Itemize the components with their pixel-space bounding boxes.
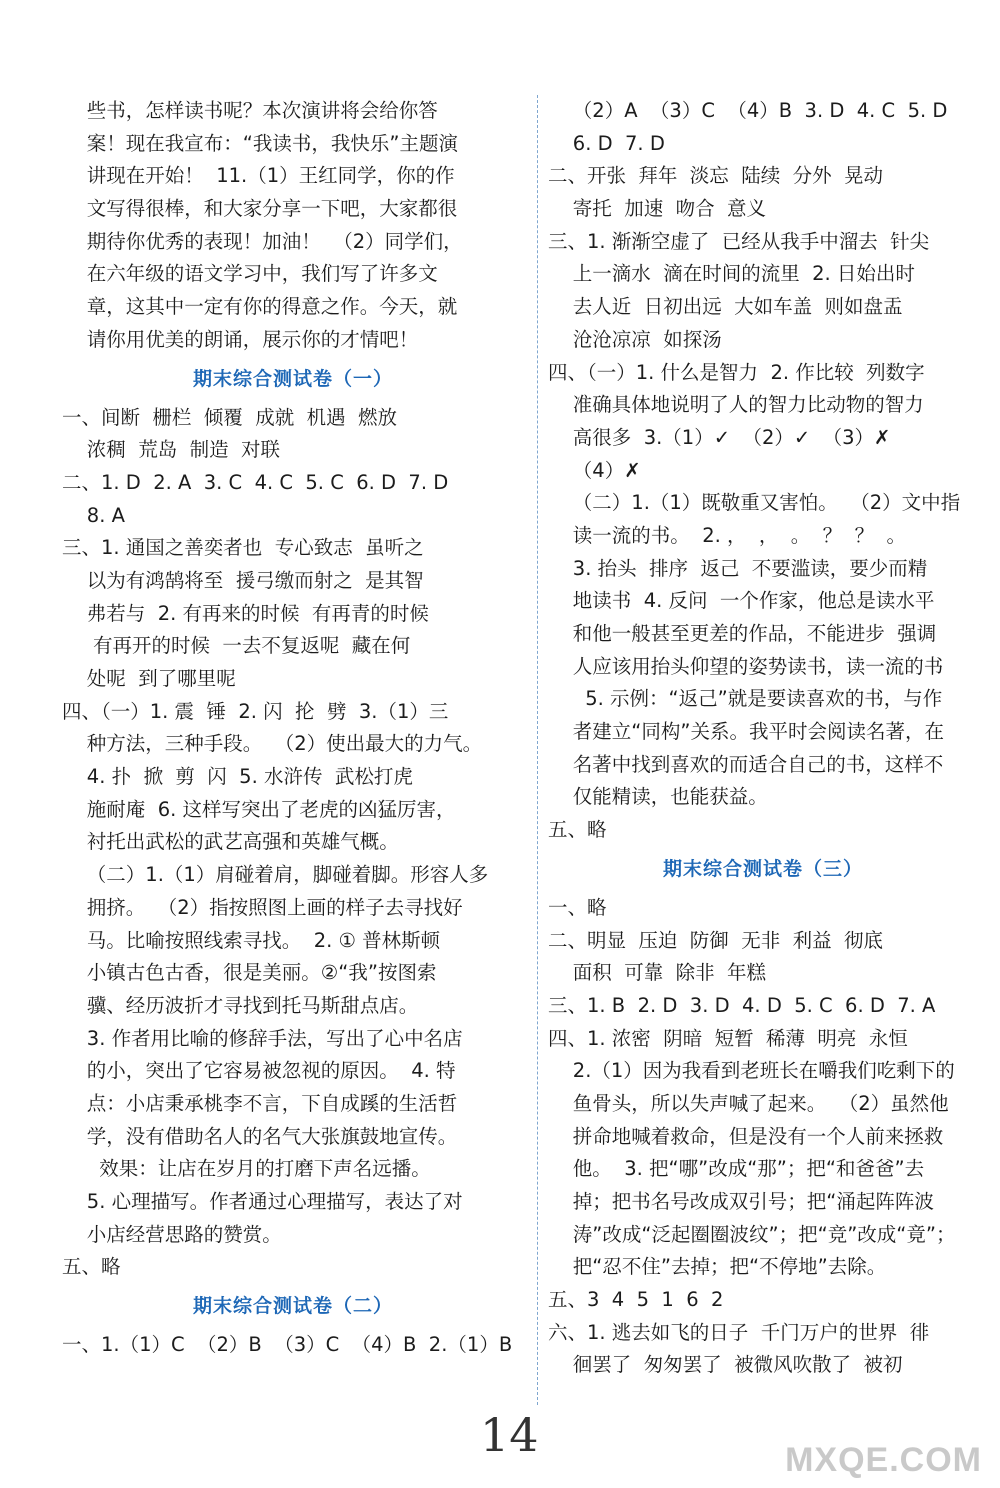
answer-line: 寄托 加速 吻合 意义 bbox=[548, 197, 766, 221]
section-heading: 期末综合测试卷（二） bbox=[192, 1295, 393, 1318]
answer-line: （4）✗ bbox=[548, 458, 641, 482]
answer-line: 骥、经历波折才寻找到托马斯甜点店。 bbox=[62, 993, 419, 1017]
left-column bbox=[62, 95, 524, 1362]
right-column bbox=[548, 95, 978, 1382]
answer-line: 和他一般甚至更差的作品，不能进步 强调 bbox=[548, 622, 937, 645]
answer-line: 五、略 bbox=[62, 1255, 121, 1279]
section-heading: 期末综合测试卷（三） bbox=[662, 857, 863, 880]
answer-line: 8. A bbox=[62, 503, 125, 527]
answer-line: 3. 抬头 排序 返己 不要滥读，要少而精 bbox=[548, 556, 928, 580]
column-divider bbox=[537, 95, 538, 1405]
answer-line: 处呢 到了哪里呢 bbox=[62, 667, 236, 690]
answer-line: 小镇古色古香，很是美丽。②“我”按图索 bbox=[62, 961, 437, 985]
answer-line: 拥挤。 （2）指按照图上画的样子去寻找好 bbox=[62, 895, 463, 919]
answer-line: 四、1. 浓密 阴暗 短暂 稀薄 明亮 永恒 bbox=[548, 1026, 908, 1050]
answer-line: 5. 示例：“返己”就是要读喜欢的书，与作 bbox=[548, 687, 943, 711]
answer-line: 五、3 4 5 1 6 2 bbox=[548, 1288, 724, 1312]
answer-line: 三、1. B 2. D 3. D 4. D 5. C 6. D 7. A bbox=[548, 993, 936, 1017]
answer-line: （二）1.（1）肩碰着肩，脚碰着脚。形容人多 bbox=[62, 863, 489, 887]
answer-line: 徊罢了 匆匆罢了 被微风吹散了 被初 bbox=[548, 1353, 903, 1377]
answer-line: 4. 扑 掀 剪 闪 5. 水浒传 武松打虎 bbox=[62, 765, 413, 789]
answer-line: 去人近 日初出远 大如车盖 则如盘盂 bbox=[548, 295, 903, 319]
answer-line: 期待你优秀的表现！加油！ （2）同学们， bbox=[62, 229, 463, 253]
answer-line: 人应该用抬头仰望的姿势读书，读一流的书 bbox=[548, 654, 944, 678]
answer-line: 种方法，三种手段。 （2）使出最大的力气。 bbox=[62, 732, 483, 756]
answer-line: 浓稠 荒岛 制造 对联 bbox=[62, 438, 280, 462]
answer-line: 弗若与 2. 有再来的时候 有再青的时候 bbox=[62, 601, 429, 625]
answer-line: 鱼骨头，所以失声喊了起来。 （2）虽然他 bbox=[548, 1091, 949, 1115]
answer-line: 以为有鸿鹄将至 援弓缴而射之 是其智 bbox=[62, 568, 424, 592]
answer-line: 地读书 4. 反问 一个作家，他总是读水平 bbox=[548, 589, 935, 613]
answer-line: 二、1. D 2. A 3. C 4. C 5. C 6. D 7. D bbox=[62, 470, 449, 494]
answer-line: 五、略 bbox=[548, 818, 607, 842]
answer-line: 在六年级的语文学习中，我们写了许多文 bbox=[62, 262, 438, 286]
answer-line: 小店经营思路的赞赏。 bbox=[62, 1222, 282, 1246]
answer-line: 2.（1）因为我看到老班长在嚼我们吃剩下的 bbox=[548, 1059, 955, 1083]
answer-line: 6. D 7. D bbox=[548, 131, 665, 155]
answer-line: 把“忍不住”去掉；把“不停地”去除。 bbox=[548, 1255, 887, 1279]
answer-line: 上一滴水 滴在时间的流里 2. 日始出时 bbox=[548, 262, 915, 286]
answer-line: 5. 心理描写。作者通过心理描写，表达了对 bbox=[62, 1190, 463, 1213]
answer-line: 一、略 bbox=[548, 895, 607, 919]
answer-line: 掉；把书名号改成双引号；把“涌起阵阵波 bbox=[548, 1190, 934, 1213]
answer-line: 效果：让店在岁月的打磨下声名远播。 bbox=[62, 1157, 431, 1181]
answer-line: 点：小店秉承桃李不言，下自成蹊的生活哲 bbox=[62, 1091, 458, 1115]
answer-line: 准确具体地说明了人的智力比动物的智力 bbox=[548, 393, 924, 417]
answer-line: 章，这其中一定有你的得意之作。今天，就 bbox=[62, 295, 458, 319]
answer-line: 3. 作者用比喻的修辞手法，写出了心中名店 bbox=[62, 1026, 463, 1050]
answer-line: 二、明显 压迫 防御 无非 利益 彻底 bbox=[548, 928, 883, 952]
answer-line: 二、开张 拜年 淡忘 陆续 分外 晃动 bbox=[548, 164, 883, 188]
answer-line: 涛”改成“泛起圈圈波纹”；把“竞”改成“竟”； bbox=[548, 1222, 956, 1246]
answer-line: 拼命地喊着救命，但是没有一个人前来拯救 bbox=[548, 1124, 944, 1148]
answer-line: 有再开的时候 一去不复返呢 藏在何 bbox=[62, 634, 411, 658]
answer-line: 三、1. 渐渐空虚了 已经从我手中溜去 针尖 bbox=[548, 229, 930, 253]
answer-line: 三、1. 通国之善奕者也 专心致志 虽听之 bbox=[62, 536, 424, 560]
answer-line: 马。比喻按照线索寻找。 2. ① 普林斯顿 bbox=[62, 928, 441, 952]
answer-line: 些书，怎样读书呢？本次演讲将会给你答 bbox=[62, 99, 438, 122]
answer-line: 高很多 3.（1）✓ （2）✓ （3）✗ bbox=[548, 425, 891, 449]
answer-line: 他。 3. 把“哪”改成“那”；把“和爸爸”去 bbox=[548, 1157, 925, 1181]
answer-line: 施耐庵 6. 这样写突出了老虎的凶猛厉害， bbox=[62, 797, 456, 821]
answer-line: （二）1.（1）既敬重又害怕。 （2）文中指 bbox=[548, 491, 961, 515]
answer-line: 请你用优美的朗诵，展示你的才情吧！ bbox=[62, 327, 419, 351]
answer-line: （2）A （3）C （4）B 3. D 4. C 5. D bbox=[548, 99, 948, 122]
answer-line: 者建立“同构”关系。我平时会阅读名著，在 bbox=[548, 720, 944, 744]
answer-line: 沧沧凉凉 如探汤 bbox=[548, 327, 722, 351]
answer-line: 仅能精读，也能获益。 bbox=[548, 785, 768, 809]
answer-line: 衬托出武松的武艺高强和英雄气概。 bbox=[62, 830, 399, 854]
answer-line: 案！现在我宣布：“我读书，我快乐”主题演 bbox=[62, 131, 458, 155]
answer-line: 文写得很棒，和大家分享一下吧，大家都很 bbox=[62, 197, 458, 221]
answer-line: 六、1. 逃去如飞的日子 千门万户的世界 徘 bbox=[548, 1320, 930, 1344]
answer-line: 名著中找到喜欢的而适合自己的书，这样不 bbox=[548, 752, 944, 776]
answer-line: 面积 可靠 除非 年糕 bbox=[548, 961, 766, 985]
answer-line: 一、1.（1）C （2）B （3）C （4）B 2.（1）B bbox=[62, 1333, 513, 1357]
answer-line: 学，没有借助名人的名气大张旗鼓地宣传。 bbox=[62, 1124, 458, 1148]
answer-line: 四、（一）1. 震 锤 2. 闪 抡 劈 3.（1）三 bbox=[62, 699, 449, 723]
answer-line: 一、间断 栅栏 倾覆 成就 机遇 燃放 bbox=[62, 405, 397, 429]
section-heading: 期末综合测试卷（一） bbox=[192, 367, 393, 390]
answer-line: 读一流的书。 2. ， ， 。 ？ ？ 。 bbox=[548, 523, 906, 547]
answer-line: 的小，突出了它容易被忽视的原因。 4. 特 bbox=[62, 1059, 456, 1083]
page-number: 14 bbox=[480, 1408, 539, 1462]
answer-line: 讲现在开始！ 11.（1）王红同学，你的作 bbox=[62, 164, 455, 188]
answer-line: 四、（一）1. 什么是智力 2. 作比较 列数字 bbox=[548, 360, 925, 384]
watermark-logo: MXQE.COM bbox=[785, 1441, 982, 1479]
